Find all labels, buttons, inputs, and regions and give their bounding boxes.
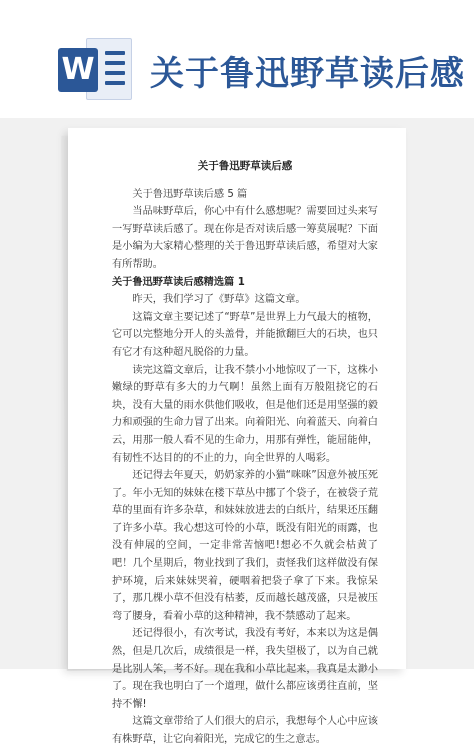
document-body xyxy=(112,186,378,749)
document-title: 关于鲁迅野草读后感 xyxy=(197,160,293,172)
section-heading: 关于鲁迅野草读后感精选篇 1 xyxy=(112,276,245,288)
document-content xyxy=(112,158,378,749)
paragraph: 读完这篇文章后，让我不禁小小地惊叹了一下，这株小嫩绿的野草有多大的力气啊！虽然上面有万般阻挠它的石块，没有大量的雨水供他们吸收，但是他们还是用坚强的毅力和顽强的生命力冒了出来。向着阳光、向着蓝天、向着白云，用那一般人看不见的生命力，用那有弹性，能屈能伸，有韧性不达目的的不止的力，向全世界的人喝彩。 xyxy=(112,364,378,464)
word-document-icon xyxy=(58,34,132,104)
paragraph: 当品味野草后，你心中有什么感想呢？需要回过头来写一写野草读后感了。现在你是否对读后感一筹莫展呢？下面是小编为大家精心整理的关于鲁迅野草读后感，希望对大家有所帮助。 xyxy=(112,206,378,270)
paragraph: 还记得很小，有次考试，我没有考好，本来以为这是偶然，但是几次后，成绩很是一样，我失望极了，以为自己就是比别人笨，考不好。现在我和小草比起来，我真是太渺小了。现在我也明白了一个道理，做什么都应该勇往直前，坚持不懈! xyxy=(112,628,378,710)
word-letter-badge: W xyxy=(58,48,98,92)
paragraph: 这篇文章带给了人们很大的启示，我想每个人心中应该有株野草，让它向着阳光，完成它的生之意志。 xyxy=(112,716,378,745)
paragraph: 关于鲁迅野草读后感 5 篇 xyxy=(132,188,248,200)
page-title: 关于鲁迅野草读后感 xyxy=(150,54,465,94)
header-banner xyxy=(0,0,474,120)
paragraph: 这篇文章主要记述了“野草”是世界上力气最大的植物，它可以完整地分开人的头盖骨，并能掀翻巨大的石块，也只有它才有这种超凡脱俗的力量。 xyxy=(112,311,378,358)
paragraph: 还记得去年夏天，奶奶家养的小猫“咪咪”因意外被压死了。年小无知的妹妹在楼下草丛中挪了个袋子，在被袋子荒草的里面有许多杂草，和妹妹放进去的白纸片，结果还压翻了许多小草。我心想这可怜的小草，既没有阳光的雨露，也没有伸展的空间，一定非常苦恼吧!想必不久就会枯黄了吧！几个星期后，物业找到了我们，责怪我们这样做没有保护环境，后来妹妹哭着，硬咽着把袋子拿了下来。我惊呆了，那几棵小草不但没有枯萎，反而越长越茂盛，只是被压弯了腰身，看着小草的这种精神，我不禁感动了起来。 xyxy=(112,470,378,622)
paragraph: 昨天，我们学习了《野草》这篇文章。 xyxy=(132,294,306,306)
